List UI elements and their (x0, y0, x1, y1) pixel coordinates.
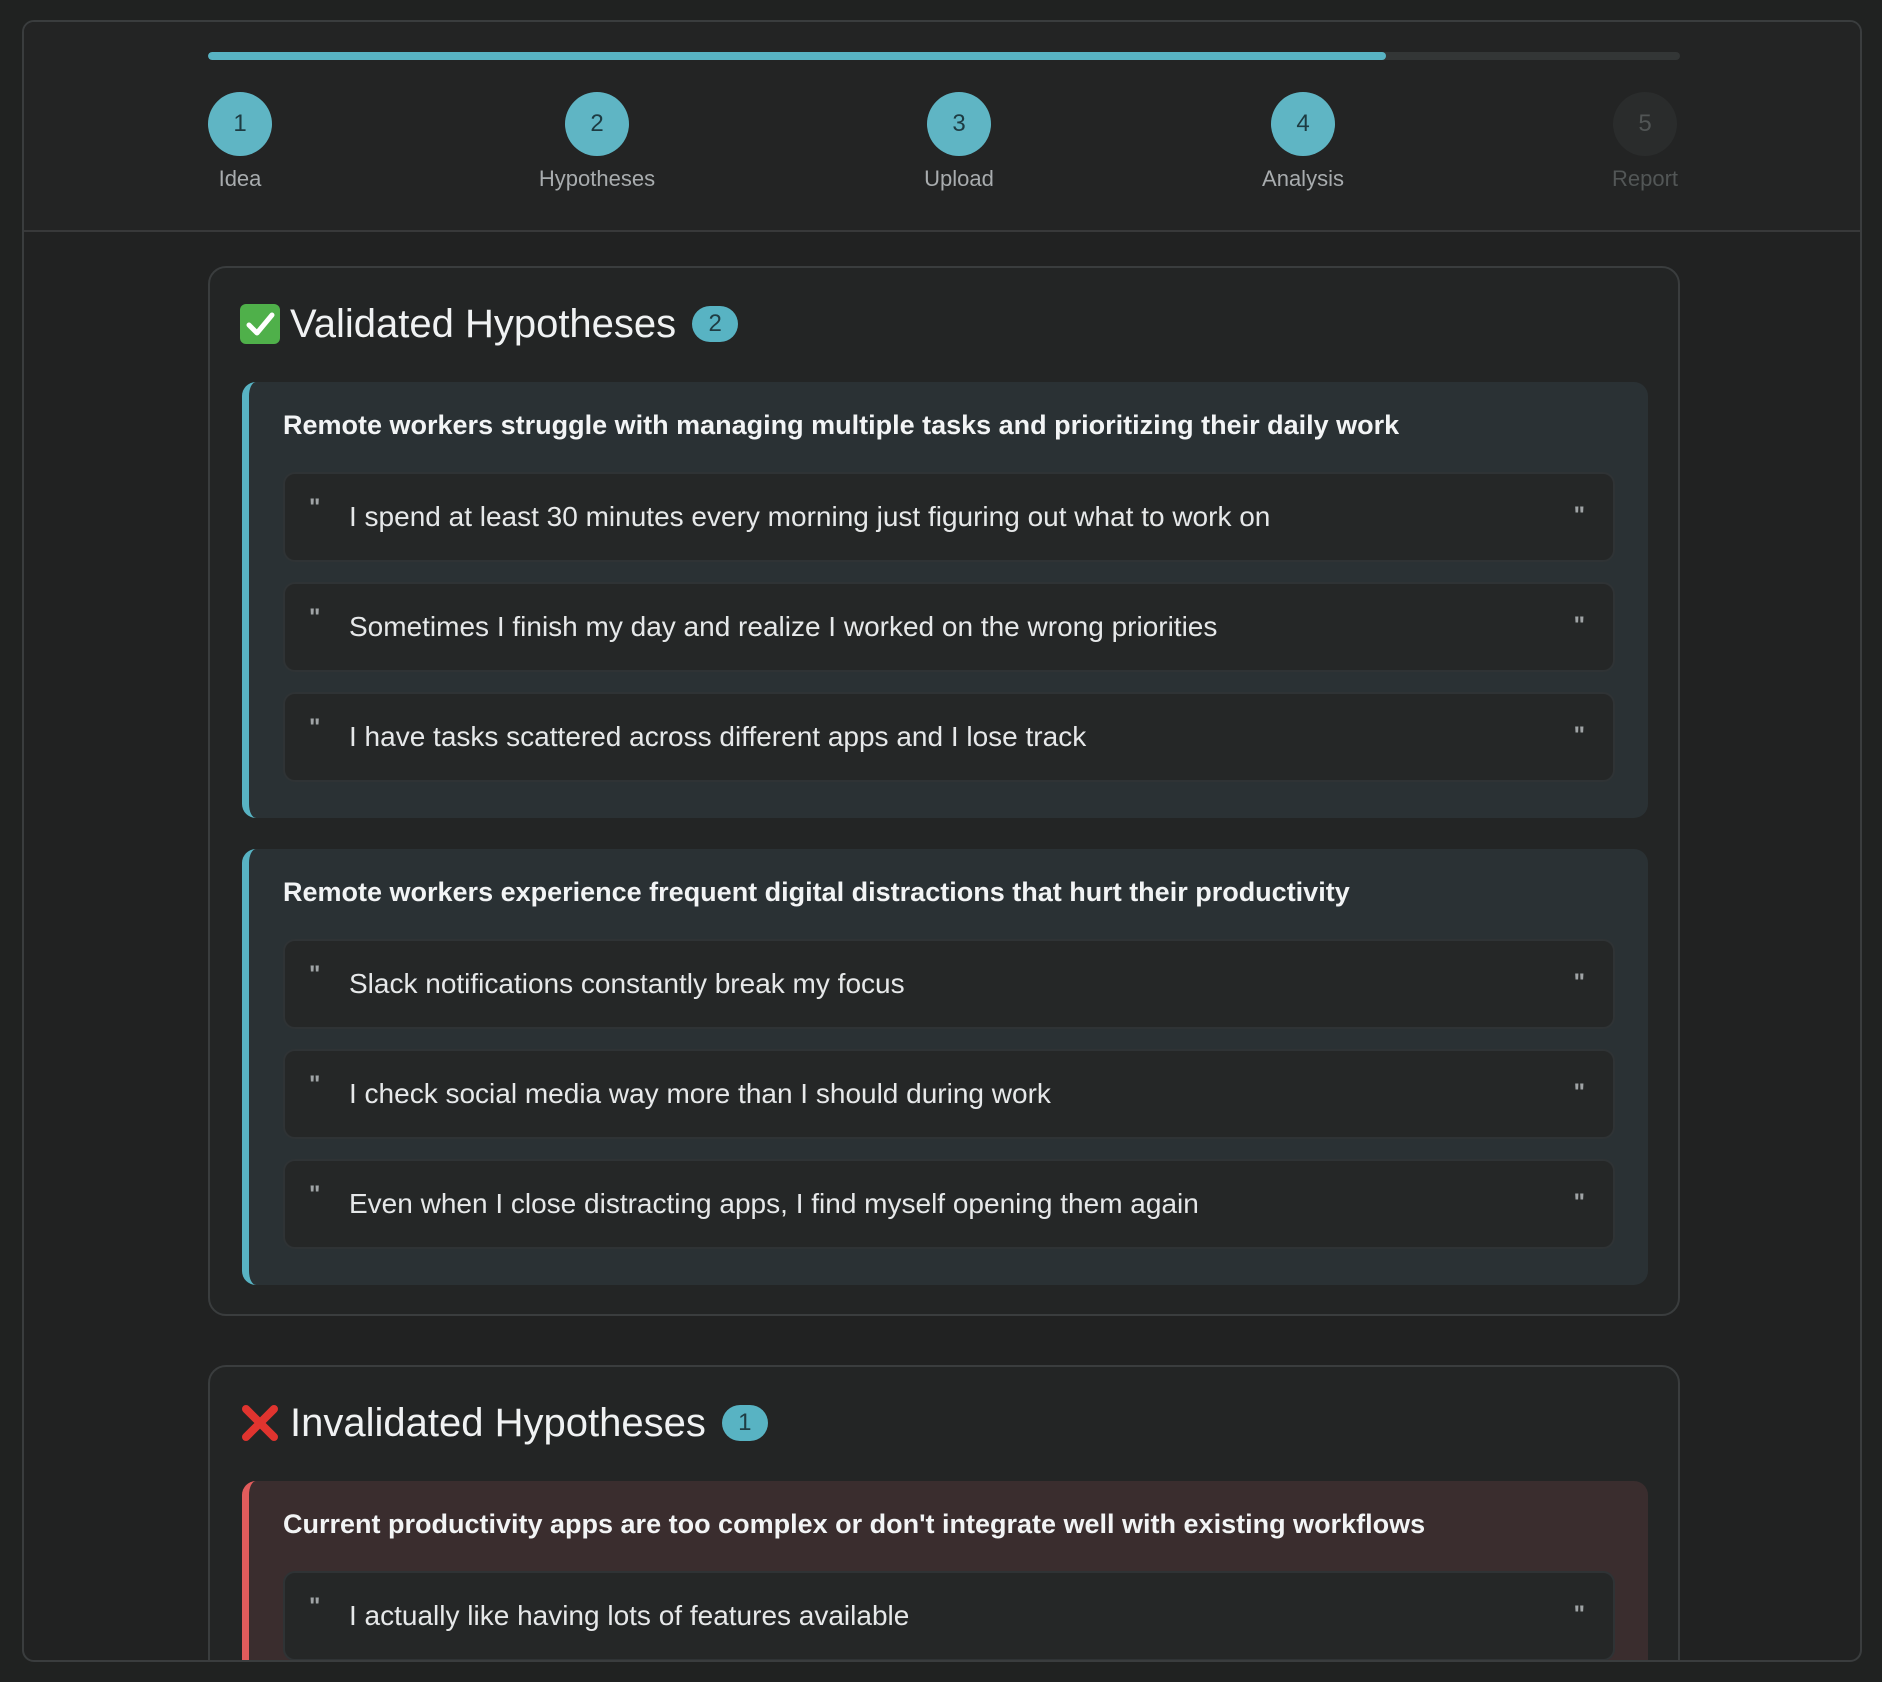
count-badge: 1 (722, 1405, 768, 1441)
quote-text: Even when I close distracting apps, I find myself opening them again (349, 1188, 1199, 1219)
quote-text: I actually like having lots of features available (349, 1600, 910, 1631)
progress-stepper (24, 22, 1860, 232)
quote-text: I spend at least 30 minutes every morning just figuring out what to work on (349, 501, 1271, 532)
step-number: 4 (1271, 92, 1335, 156)
quote-card (283, 582, 1615, 672)
close-quote-icon: " (1573, 502, 1585, 529)
check-mark-icon (240, 304, 280, 344)
count-badge: 2 (692, 306, 738, 342)
open-quote-icon: " (309, 1071, 321, 1098)
section-header (240, 298, 738, 350)
step-report[interactable] (1545, 92, 1745, 192)
close-quote-icon: " (1573, 1189, 1585, 1216)
quote-card (283, 472, 1615, 562)
step-number: 5 (1613, 92, 1677, 156)
quote-text: Sometimes I finish my day and realize I worked on the wrong priorities (349, 611, 1218, 642)
step-upload[interactable] (859, 92, 1059, 192)
close-quote-icon: " (1573, 1601, 1585, 1628)
step-label: Analysis (1262, 166, 1344, 191)
open-quote-icon: " (309, 1181, 321, 1208)
hypothesis-title: Remote workers experience frequent digital distractions that hurt their productivity (283, 877, 1350, 907)
section-header (240, 1397, 768, 1449)
step-label: Idea (218, 166, 262, 191)
open-quote-icon: " (309, 714, 321, 741)
quote-card (283, 1571, 1615, 1661)
quote-text: I have tasks scattered across different apps and I lose track (349, 721, 1087, 752)
invalidated-hypotheses-section (208, 1365, 1680, 1662)
quote-card (283, 692, 1615, 782)
quote-text: Slack notifications constantly break my focus (349, 968, 905, 999)
hypothesis-title: Remote workers struggle with managing multiple tasks and prioritizing their daily work (283, 410, 1400, 440)
validated-hypotheses-section (208, 266, 1680, 1316)
section-title: Invalidated Hypotheses (290, 1400, 706, 1445)
app-window (22, 20, 1862, 1662)
step-number: 1 (208, 92, 272, 156)
progress-bar-fill (208, 52, 1386, 60)
close-quote-icon: " (1573, 612, 1585, 639)
open-quote-icon: " (309, 604, 321, 631)
close-quote-icon: " (1573, 1079, 1585, 1106)
close-quote-icon: " (1573, 722, 1585, 749)
close-quote-icon: " (1573, 969, 1585, 996)
step-number: 2 (565, 92, 629, 156)
hypothesis-card (242, 382, 1648, 818)
step-idea[interactable] (140, 92, 340, 192)
step-analysis[interactable] (1203, 92, 1403, 192)
hypothesis-card (242, 1481, 1648, 1662)
quote-text: I check social media way more than I should during work (349, 1078, 1051, 1109)
hypothesis-title: Current productivity apps are too complex or don't integrate well with existing workflows (283, 1509, 1426, 1539)
open-quote-icon: " (309, 1593, 321, 1620)
step-label: Report (1611, 166, 1679, 191)
step-label: Hypotheses (538, 166, 656, 191)
open-quote-icon: " (309, 494, 321, 521)
quote-card (283, 1159, 1615, 1249)
cross-mark-icon (240, 1403, 280, 1443)
section-title: Validated Hypotheses (290, 301, 677, 346)
quote-card (283, 1049, 1615, 1139)
hypothesis-card (242, 849, 1648, 1285)
step-label: Upload (924, 166, 994, 191)
open-quote-icon: " (309, 961, 321, 988)
step-hypotheses[interactable] (497, 92, 697, 192)
progress-bar (208, 52, 1680, 60)
quote-card (283, 939, 1615, 1029)
step-number: 3 (927, 92, 991, 156)
